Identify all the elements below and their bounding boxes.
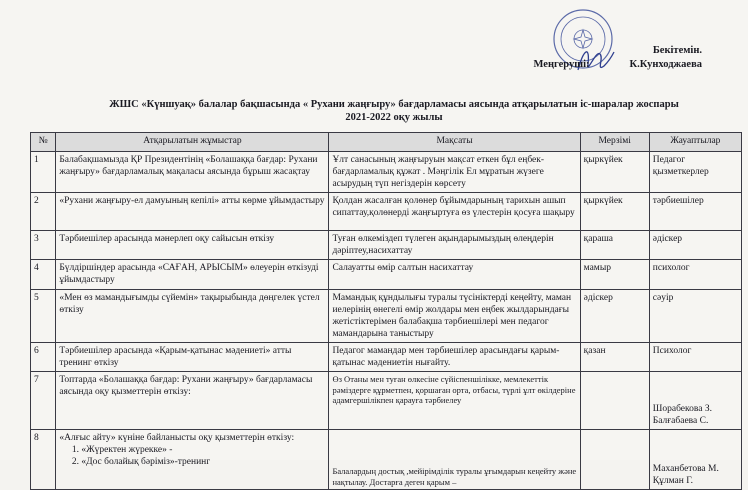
row-work: «Алғыс айту» күніне байланысты оқу қызметтерін өткізу: [59, 433, 295, 443]
row-responsible: әдіскер [649, 231, 741, 260]
row-responsible: Психолог [649, 343, 741, 372]
list-item: 2. «Дос болайық бәріміз»-тренинг [81, 456, 325, 468]
row-goal: Балалардың достық ,мейірімділік туралы ұғымдарын кеңейту және нақтылау. Достарға деген қарым – [329, 430, 580, 490]
table-header-row [31, 133, 742, 152]
table-row [31, 343, 742, 372]
row-date: қараша [580, 231, 649, 260]
row-goal: Салауатты өмір салтын насихаттау [329, 260, 580, 290]
row-work: «Рухани жаңғыру-ел дамуының кепілі» атты көрме ұйымдастыру [56, 193, 329, 231]
header-goal: Мақсаты [329, 133, 580, 152]
row-responsible: сәуір [649, 290, 741, 343]
header-num: № [31, 133, 56, 152]
title-line-1: ЖШС «Күншуақ» балалар бақшасында « Рухани жаңғыру» бағдарламасы аясында атқарылатын іс-шаралар жоспары [109, 99, 679, 110]
row-num: 7 [31, 372, 56, 430]
row-work: Бүлдіршіндер арасында «САҒАН, АРЫСЫМ» өлеуерін өткізуді ұйымдастыру [56, 260, 329, 290]
row-num: 6 [31, 343, 56, 372]
title-line-2: 2021-2022 оқу жылы [345, 112, 443, 123]
row-num: 4 [31, 260, 56, 290]
row-goal: Туған өлкеміздеп түлеген ақындарымыздың өлеңдерін дәріптеу,насихаттау [329, 231, 580, 260]
row-responsible: Маханбетова М. Құлман Г. [649, 430, 741, 490]
row-responsible: психолог [649, 260, 741, 290]
table-row [31, 193, 742, 231]
row-work: «Мен өз мамандығымды сүйемін» тақырыбында дөңгелек үстел өткізу [56, 290, 329, 343]
table-row [31, 152, 742, 193]
row-goal: Педагог мамандар мен тәрбиешілер арасындағы қарым-қатынас мәдениетін нығайту. [329, 343, 580, 372]
table-row [31, 372, 742, 430]
document-title [60, 98, 728, 124]
row-date: қыркүйек [580, 193, 649, 231]
header-date: Мерзімі [580, 133, 649, 152]
table-row [31, 231, 742, 260]
manager-label: Меңгеруші: [533, 59, 590, 70]
table-row [31, 290, 742, 343]
header-work: Атқарылатын жұмыстар [56, 133, 329, 152]
approval-block [534, 44, 702, 72]
row-goal: Өз Отаны мен туған өлкесіне сүйіспеншілікке, мемлекеттік рәміздерге құрметпен, қоршаған орта, отбасы, түрлі ұлт өкілдеріне адамгершілікпен қарауға тәрбиелеу [329, 372, 580, 430]
row-num: 8 [31, 430, 56, 490]
row-date: мамыр [580, 260, 649, 290]
manager-name: К.Кунходжаева [629, 59, 702, 70]
plan-table [30, 132, 742, 490]
row-goal: Ұлт санасының жаңғыруын мақсат еткен бұл еңбек-бағдарламалық құжат . Мәңгілік Ел мұратын жүзеге асырудың түп негіздерін көрсету [329, 152, 580, 193]
row-responsible: Педагог қызметкерлер [649, 152, 741, 193]
row-date [580, 372, 649, 430]
row-work: Тәрбиешілер арасында «Қарым-қатынас мәдениеті» атты тренинг өткізу [56, 343, 329, 372]
list-item: 1. «Жүректен жүрекке» - [81, 444, 325, 456]
work-sublist [59, 444, 325, 468]
row-date: қыркүйек [580, 152, 649, 193]
approve-label: Бекітемін. [652, 45, 702, 56]
row-responsible: тәрбиешілер [649, 193, 741, 231]
row-work: Тәрбиешілер арасында мәнерлеп оқу сайысын өткізу [56, 231, 329, 260]
table-row [31, 260, 742, 290]
row-responsible: Шорабекова З. Балғабаева С. [649, 372, 741, 430]
row-num: 5 [31, 290, 56, 343]
row-num: 3 [31, 231, 56, 260]
row-date: қазан [580, 343, 649, 372]
row-goal: Қолдан жасалған қолөнер бұйымдарының тарихын ашып сипаттау,қолөнерді жаңғыртуға өз үлестерін қосуға шақыру [329, 193, 580, 231]
row-work: Балабақшамызда ҚР Президентінің «Болашаққа бағдар: Рухани жаңғыру» бағдарламалық мақаласы аясында бұрыш жасақтау [56, 152, 329, 193]
header-responsible: Жауаптылар [649, 133, 741, 152]
row-goal: Мамандық құндылығы туралы түсініктерді кеңейту, маман иелерінің өнегелі өмір жолдары мен еңбек жылдарындағы жетістіктерімен балабақша тәрбиешілері мен педагог мамандарына таныстыру [329, 290, 580, 343]
row-work: Топтарда «Болашаққа бағдар: Рухани жаңғыру» бағдарламасы аясында оқу қызметтерін өткізу: [56, 372, 329, 430]
row-num: 1 [31, 152, 56, 193]
row-date: әдіскер [580, 290, 649, 343]
row-num: 2 [31, 193, 56, 231]
